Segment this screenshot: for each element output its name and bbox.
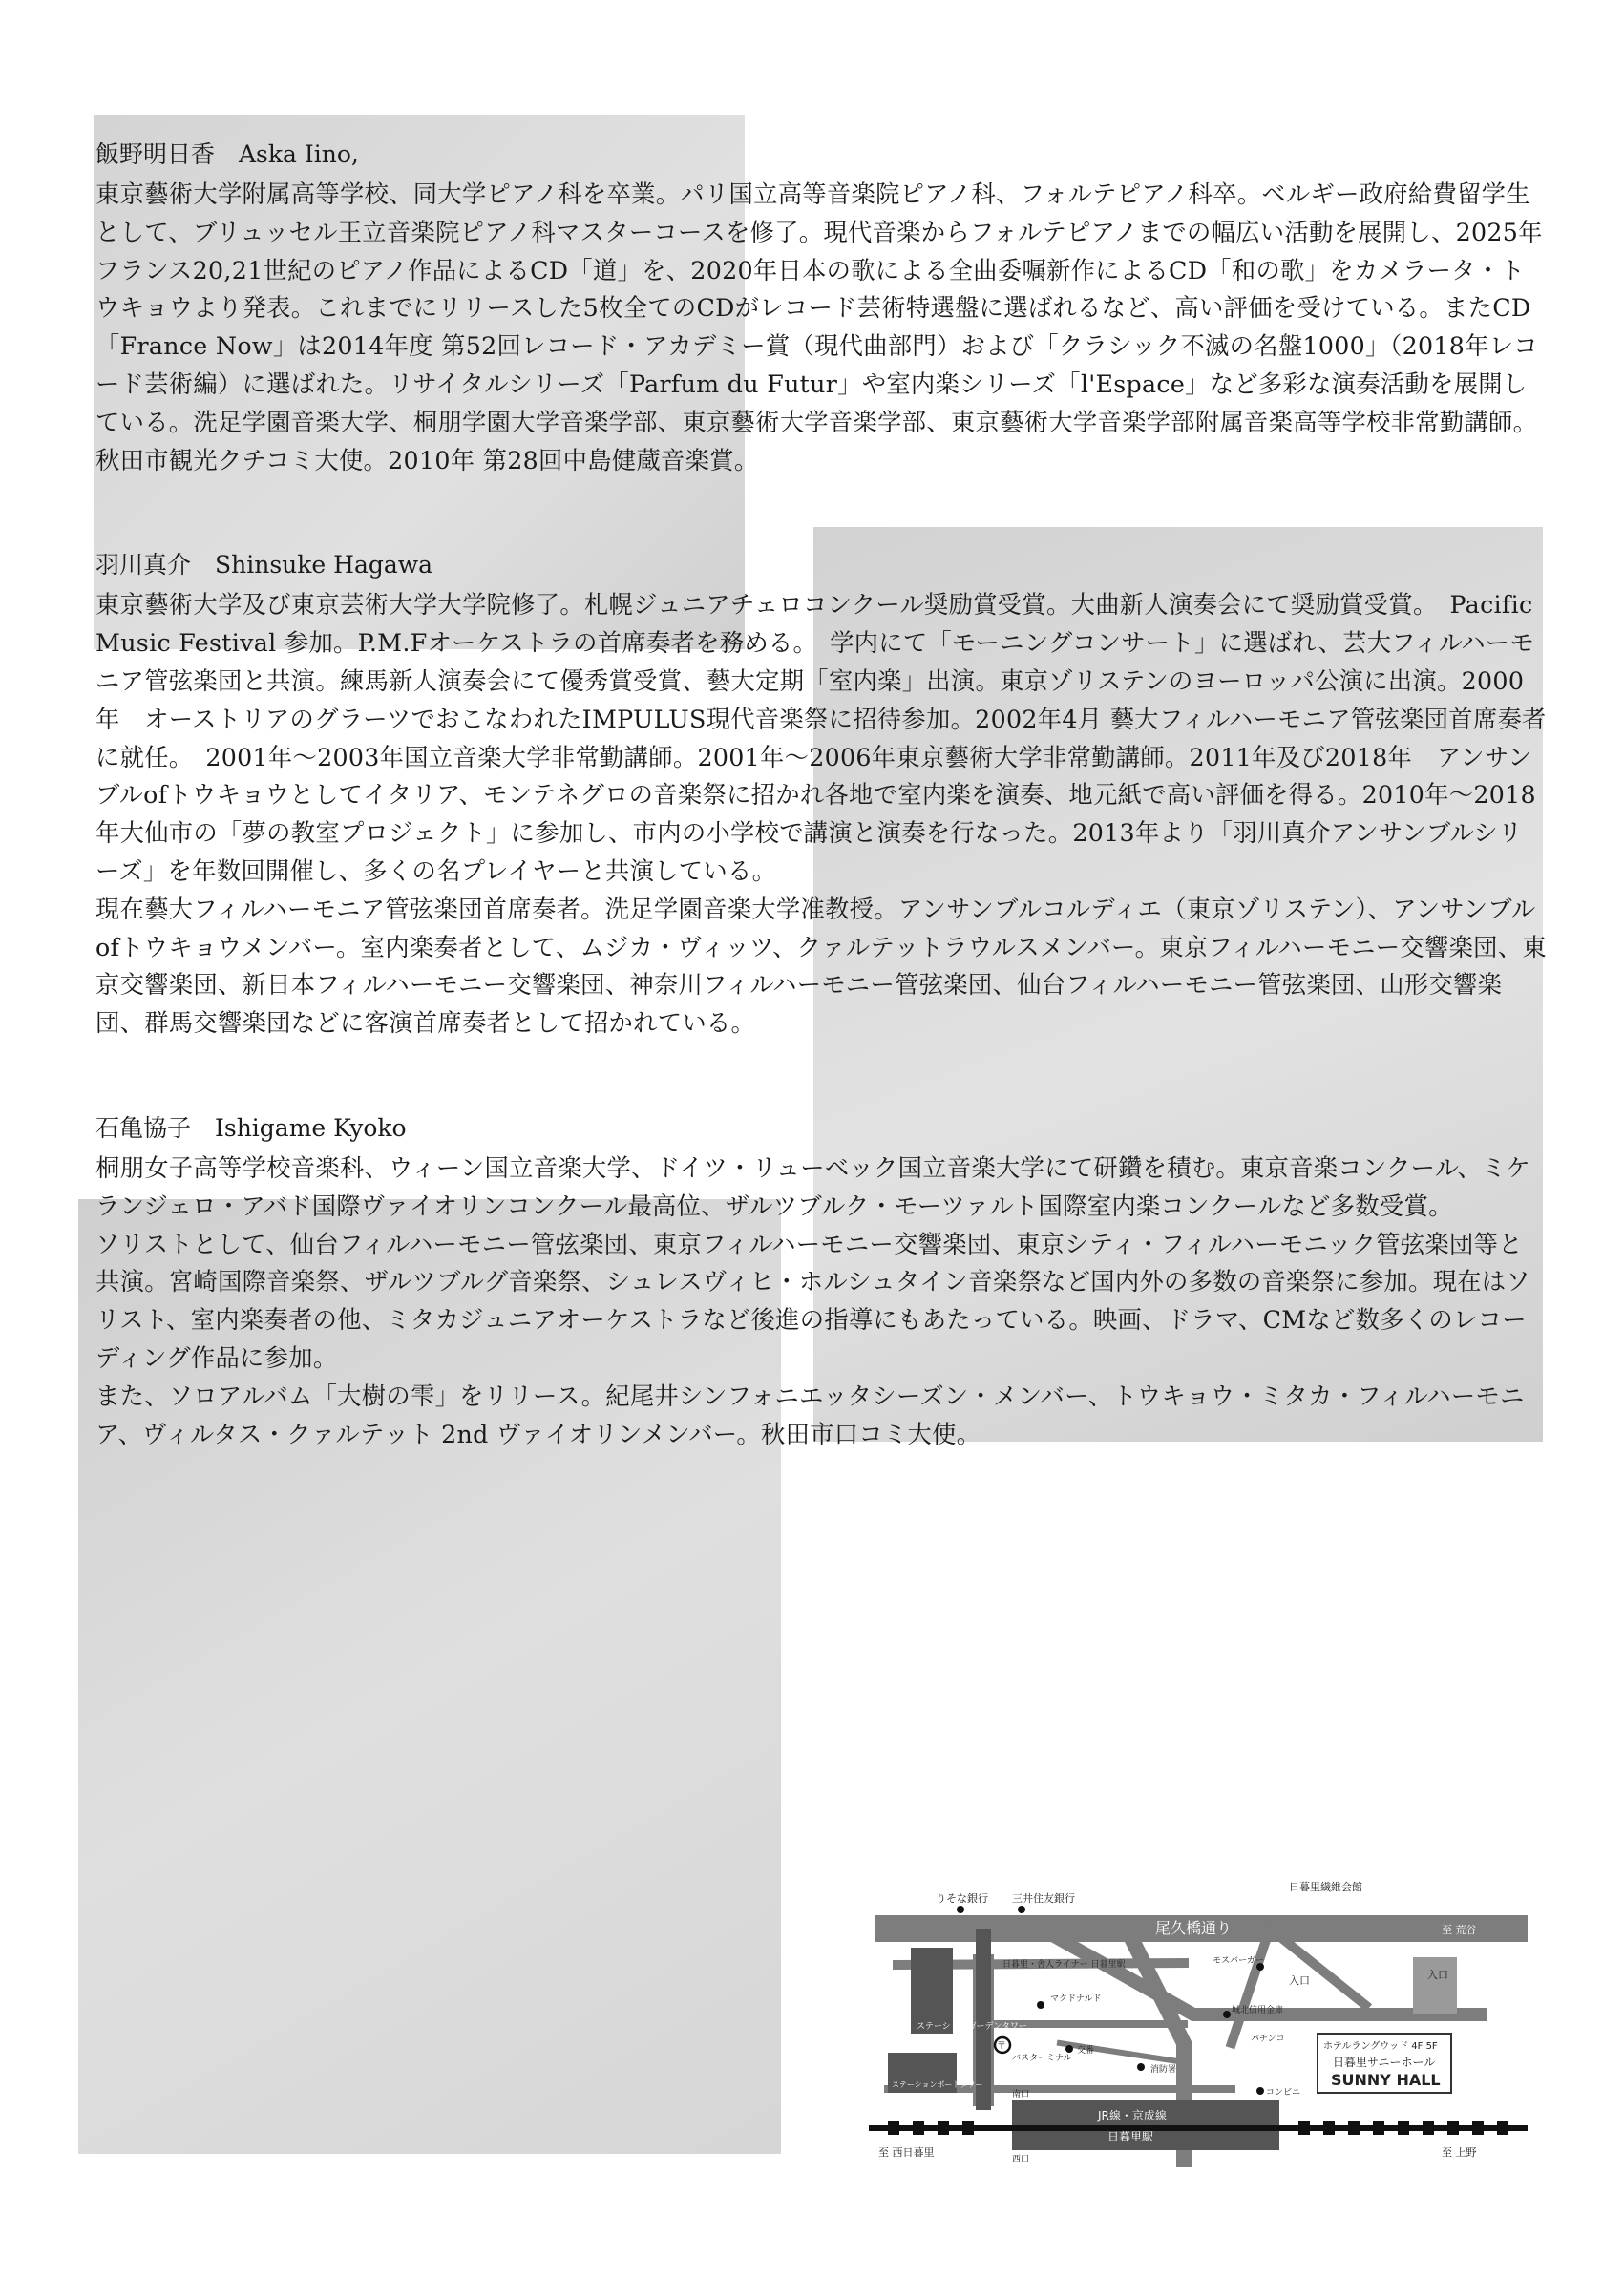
map-label-koban: 交番 bbox=[1077, 2046, 1095, 2056]
map-label-west-exit: 西口 bbox=[1012, 2155, 1030, 2164]
marker-shinkin-icon bbox=[1223, 2011, 1231, 2018]
bio-paragraph: 東京藝術大学附属高等学校、同大学ピアノ科を卒業。パリ国立高等音楽院ピアノ科、フォルテピアノ科卒。ベルギー政府給費留学生として、ブリュッセル王立音楽院ピアノ科マスターコースを修了。現代音楽からフォルテピアノまでの幅広い活動を展開し、2025年フランス20,21世紀のピアノ作品によるCD「道」を、2020年日本の歌による全曲委嘱新作によるCD「和の歌」をカメラータ・トウキョウより発表。これまでにリリースした5枚全てのCDがレコード芸術特選盤に選ばれるなど、高い評価を受けている。またCD「France Now」は2014年度 第52回レコード・アカデミー賞（現代曲部門）および「クラシック不滅の名盤1000」（2018年レコード芸術編）に選ばれた。リサイタルシリーズ「Parfum du Futur」や室内楽シリーズ「l'Espace」など多彩な演奏活動を展開している。洗足学園音楽大学、桐朋学園大学音楽学部、東京藝術大学音楽学部、東京藝術大学音楽学部附属音楽高等学校非常勤講師。秋田市観光クチコミ大使。2010年 第28回中島健蔵音楽賞。 bbox=[95, 180, 1543, 475]
map-label-post: 〒 bbox=[997, 2041, 1006, 2052]
map-label-convenience: コンビニ bbox=[1266, 2088, 1301, 2098]
rail-tie bbox=[1323, 2121, 1335, 2135]
map-label-shinkin: 城北信用金庫 bbox=[1232, 2006, 1284, 2015]
map-label-bus: バスターミナル bbox=[1012, 2054, 1072, 2063]
rail-tie bbox=[1472, 2121, 1484, 2135]
map-label-fire: 消防署 bbox=[1150, 2065, 1177, 2075]
map-label-to-nishi: 至 西日暮里 bbox=[878, 2146, 935, 2159]
map-label-hall-en: SUNNY HALL bbox=[1331, 2071, 1441, 2089]
map-label-toneri: 日暮里・舎人ライナー 日暮里駅 bbox=[1002, 1960, 1126, 1970]
rail-tie bbox=[1497, 2121, 1508, 2135]
map-label-station-port: ステーションポートタワー bbox=[892, 2080, 983, 2089]
map-label-south-exit: 南口 bbox=[1012, 2090, 1030, 2099]
bio-paragraph: ソリストとして、仙台フィルハーモニー管弦楽団、東京フィルハーモニー交響楽団、東京シティ・フィルハーモニック管弦楽団等と共演。宮崎国際音楽祭、ザルツブルグ音楽祭、シュレスヴィヒ・ホルシュタイン音楽祭など国内外の多数の音楽祭に参加。現在はソリスト、室内楽奏者の他、ミタカジュニアオーケストラなど後進の指導にもあたっている。映画、ドラマ、CMなど数多くのレコーディング作品に参加。 bbox=[95, 1230, 1531, 1372]
rail-tie bbox=[1348, 2121, 1360, 2135]
map-label-pachinko: パチンコ bbox=[1251, 2035, 1285, 2044]
bio-paragraph: また、ソロアルバム「大樹の雫」をリリース。紀尾井シンフォニエッタシーズン・メンバー、トウキョウ・ミタカ・フィルハーモニア、ヴィルタス・クァルテット 2nd ヴァイオリンメンバー。秋田市口コミ大使。 bbox=[95, 1382, 1525, 1448]
rail-tie bbox=[913, 2121, 924, 2135]
rail-tie bbox=[1373, 2121, 1384, 2135]
map-label-mitsui: 三井住友銀行 bbox=[1012, 1892, 1075, 1905]
marker-koban-icon bbox=[1065, 2045, 1073, 2053]
rail-tie bbox=[1398, 2121, 1409, 2135]
rail-tie bbox=[1298, 2121, 1310, 2135]
map-label-to-arakawa: 至 荒谷 bbox=[1442, 1924, 1477, 1936]
rail-tie bbox=[962, 2121, 974, 2135]
map-label-jr-line: JR線・京成線 bbox=[1098, 2109, 1167, 2122]
map-label-resona: りそな銀行 bbox=[936, 1892, 988, 1905]
map-label-nippori-bldg: 日暮里繊維会館 bbox=[1289, 1881, 1362, 1893]
map-label-mos: モスバーガー bbox=[1213, 1956, 1264, 1966]
rail-tie bbox=[888, 2121, 899, 2135]
biographies bbox=[95, 134, 1547, 1518]
map-label-entrance-b: 入口 bbox=[1289, 1974, 1310, 1987]
marker-convenience-icon bbox=[1256, 2087, 1264, 2095]
hotel-entrance-block bbox=[1413, 1957, 1457, 2014]
map-label-mcd: マクドナルド bbox=[1050, 1994, 1102, 2004]
marker-fire-icon bbox=[1137, 2063, 1145, 2071]
bio-name: 羽川真介 Shinsuke Hagawa bbox=[95, 551, 433, 580]
bio-aska-iino bbox=[95, 134, 1547, 479]
map-label-ogu: 尾久橋通り bbox=[1155, 1919, 1233, 1937]
marker-mitsui-icon bbox=[1018, 1906, 1025, 1913]
venue-map bbox=[869, 1871, 1528, 2167]
map-svg bbox=[869, 1871, 1528, 2167]
map-label-hall-jp: 日暮里サニーホール bbox=[1333, 2056, 1436, 2069]
bio-paragraph: 桐朋女子高等学校音楽科、ウィーン国立音楽大学、ドイツ・リューベック国立音楽大学にて研鑽を積む。東京音楽コンクール、ミケランジェロ・アバド国際ヴァイオリンコンクール最高位、ザルツブルク・モーツァルト国際室内楽コンクールなど多数受賞。 bbox=[95, 1153, 1531, 1220]
rail-tie bbox=[1447, 2121, 1459, 2135]
marker-mcd-icon bbox=[1037, 2001, 1044, 2009]
rail-tie bbox=[1423, 2121, 1434, 2135]
road-right-diagonal bbox=[1232, 1929, 1270, 2043]
map-label-station-garden: ステーションガーデンタワー bbox=[917, 2022, 1027, 2032]
bio-name: 石亀協子 Ishigame Kyoko bbox=[95, 1113, 407, 1142]
map-label-to-ueno: 至 上野 bbox=[1442, 2146, 1477, 2159]
bio-paragraph: 現在藝大フィルハーモニア管弦楽団首席奏者。洗足学園音楽大学准教授。アンサンブルコルディエ（東京ゾリステン）、アンサンブルofトウキョウメンバー。室内楽奏者として、ムジカ・ヴィッツ、クァルテットラウルスメンバー。東京フィルハーモニー交響楽団、東京交響楽団、新日本フィルハーモニー交響楽団、神奈川フィルハーモニー管弦楽団、仙台フィルハーモニー管弦楽団、山形交響楽団、群馬交響楽団などに客演首席奏者として招かれている。 bbox=[95, 895, 1547, 1038]
station-garden-tower-block bbox=[911, 1948, 953, 2034]
map-label-hotel: ホテルラングウッド 4F 5F bbox=[1323, 2041, 1438, 2052]
bio-name: 飯野明日香 Aska Iino, bbox=[95, 140, 359, 168]
map-label-entrance-a: 入口 bbox=[1427, 1969, 1448, 1981]
rail-tie bbox=[938, 2121, 949, 2135]
marker-resona-icon bbox=[957, 1906, 964, 1913]
bio-kyoko-ishigame bbox=[95, 1107, 1547, 1453]
bio-shinsuke-hagawa bbox=[95, 544, 1547, 1043]
bio-paragraph: 東京藝術大学及び東京芸術大学大学院修了。札幌ジュニアチェロコンクール奨励賞受賞。大曲新人演奏会にて奨励賞受賞。 Pacific Music Festival 参加。P.M.Fオーケストラの首席奏者を務める。 学内にて「モーニングコンサート」に選ばれ、芸大フィルハーモニア管弦楽団と共演。練馬新人演奏会にて優秀賞受賞、藝大定期「室内楽」出演。東京ゾリステンのヨーロッパ公演に出演。2000年 オーストリアのグラーツでおこなわれたIMPULUS現代音楽祭に招待参加。2002年4月 藝大フィルハーモニア管弦楽団首席奏者に就任。 2001年〜2003年国立音楽大学非常勤講師。2001年〜2006年東京藝術大学非常勤講師。2011年及び2018年 アンサンブルofトウキョウとしてイタリア、モンテネグロの音楽祭に招かれ各地で室内楽を演奏、地元紙で高い評価を得る。2010年〜2018年大仙市の「夢の教室プロジェクト」に参加し、市内の小学校で講演と演奏を行なった。2013年より「羽川真介アンサンブルシリーズ」を年数回開催し、多くの名プレイヤーと共演している。 bbox=[95, 591, 1547, 885]
map-label-nippori-station: 日暮里駅 bbox=[1107, 2130, 1154, 2143]
